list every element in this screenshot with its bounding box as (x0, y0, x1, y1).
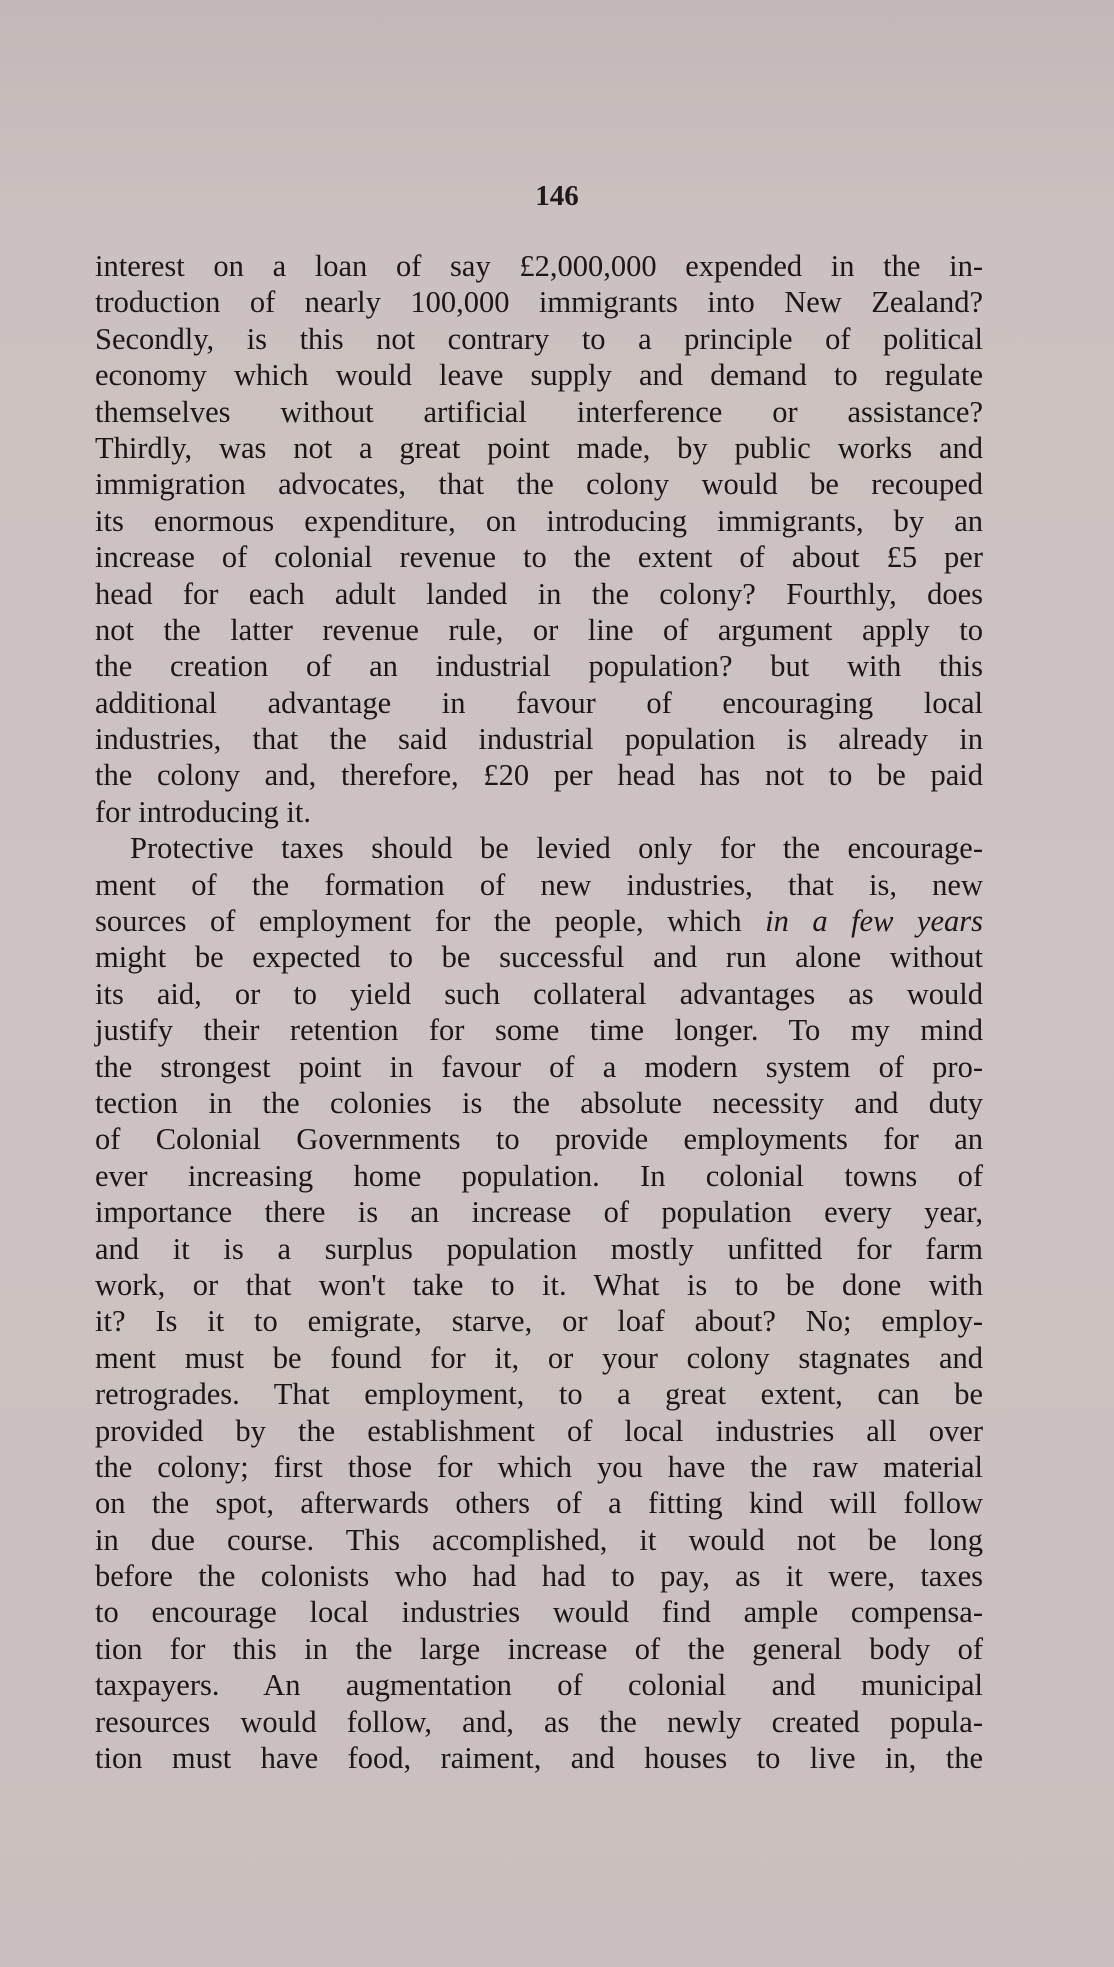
text-line: it? Is it to emigrate, starve, or loaf about? No; employ- (95, 1304, 983, 1339)
text-line: the colony; first those for which you have the raw material (95, 1449, 983, 1484)
paragraph-1 (95, 248, 983, 830)
text-line: might be expected to be successful and run alone without (95, 940, 983, 975)
text-line: immigration advocates, that the colony would be recouped (95, 467, 983, 502)
text-line-with-italic (95, 903, 983, 939)
text-line: importance there is an increase of population every year, (95, 1195, 983, 1230)
text-line: work, or that won't take to it. What is to be done with (95, 1267, 983, 1302)
text-line: not the latter revenue rule, or line of argument apply to (95, 612, 983, 647)
text-line: and it is a surplus population mostly unfitted for farm (95, 1231, 983, 1266)
text-line: industries, that the said industrial population is already in (95, 722, 983, 757)
text-line: ever increasing home population. In colonial towns of (95, 1158, 983, 1193)
text-line: increase of colonial revenue to the extent of about £5 per (95, 540, 983, 575)
text-line: tection in the colonies is the absolute necessity and duty (95, 1085, 983, 1120)
text-line: Thirdly, was not a great point made, by public works and (95, 430, 983, 465)
text-line: the strongest point in favour of a modern system of pro- (95, 1049, 983, 1084)
text-line: for introducing it. (95, 794, 312, 829)
text-line: interest on a loan of say £2,000,000 expended in the in- (95, 249, 983, 283)
text-line: themselves without artificial interference or assistance? (95, 394, 983, 429)
text-line: troduction of nearly 100,000 immigrants into New Zealand? (95, 285, 983, 320)
body-text (95, 248, 983, 1776)
text-fragment: sources of employment for the people, which (95, 904, 742, 939)
text-line: in due course. This accomplished, it would not be long (95, 1522, 983, 1557)
text-line: retrogrades. That employment, to a great extent, can be (95, 1377, 983, 1412)
text-line: Secondly, is this not contrary to a principle of political (95, 321, 983, 356)
text-line: tion must have food, raiment, and houses to live in, the (95, 1741, 983, 1776)
text-line: head for each adult landed in the colony? Fourthly, does (95, 576, 983, 611)
text-line: Protective taxes should be levied only for the encourage- (130, 831, 983, 866)
page-number: 146 (535, 180, 579, 212)
paragraph-2 (95, 830, 983, 1776)
text-line: ment of the formation of new industries, that is, new (95, 867, 983, 902)
text-line: provided by the establishment of local industries all over (95, 1413, 983, 1448)
text-line: before the colonists who had had to pay, as it were, taxes (95, 1559, 983, 1594)
text-line: justify their retention for some time longer. To my mind (95, 1013, 983, 1048)
text-line: the colony and, therefore, £20 per head has not to be paid (95, 758, 983, 793)
text-line: ment must be found for it, or your colony stagnates and (95, 1340, 983, 1375)
text-line: the creation of an industrial population? but with this (95, 649, 983, 684)
text-line: on the spot, afterwards others of a fitting kind will follow (95, 1486, 983, 1521)
text-line: economy which would leave supply and demand to regulate (95, 358, 983, 393)
text-line: its aid, or to yield such collateral advantages as would (95, 976, 983, 1011)
text-line: taxpayers. An augmentation of colonial and municipal (95, 1668, 983, 1703)
italic-phrase: in a few years (765, 904, 983, 939)
text-line: its enormous expenditure, on introducing immigrants, by an (95, 503, 983, 538)
text-line: of Colonial Governments to provide employments for an (95, 1122, 983, 1157)
text-line: resources would follow, and, as the newly created popula- (95, 1704, 983, 1739)
text-line: tion for this in the large increase of the general body of (95, 1631, 983, 1666)
text-line: additional advantage in favour of encouraging local (95, 685, 983, 720)
text-line: to encourage local industries would find ample compensa- (95, 1595, 983, 1630)
